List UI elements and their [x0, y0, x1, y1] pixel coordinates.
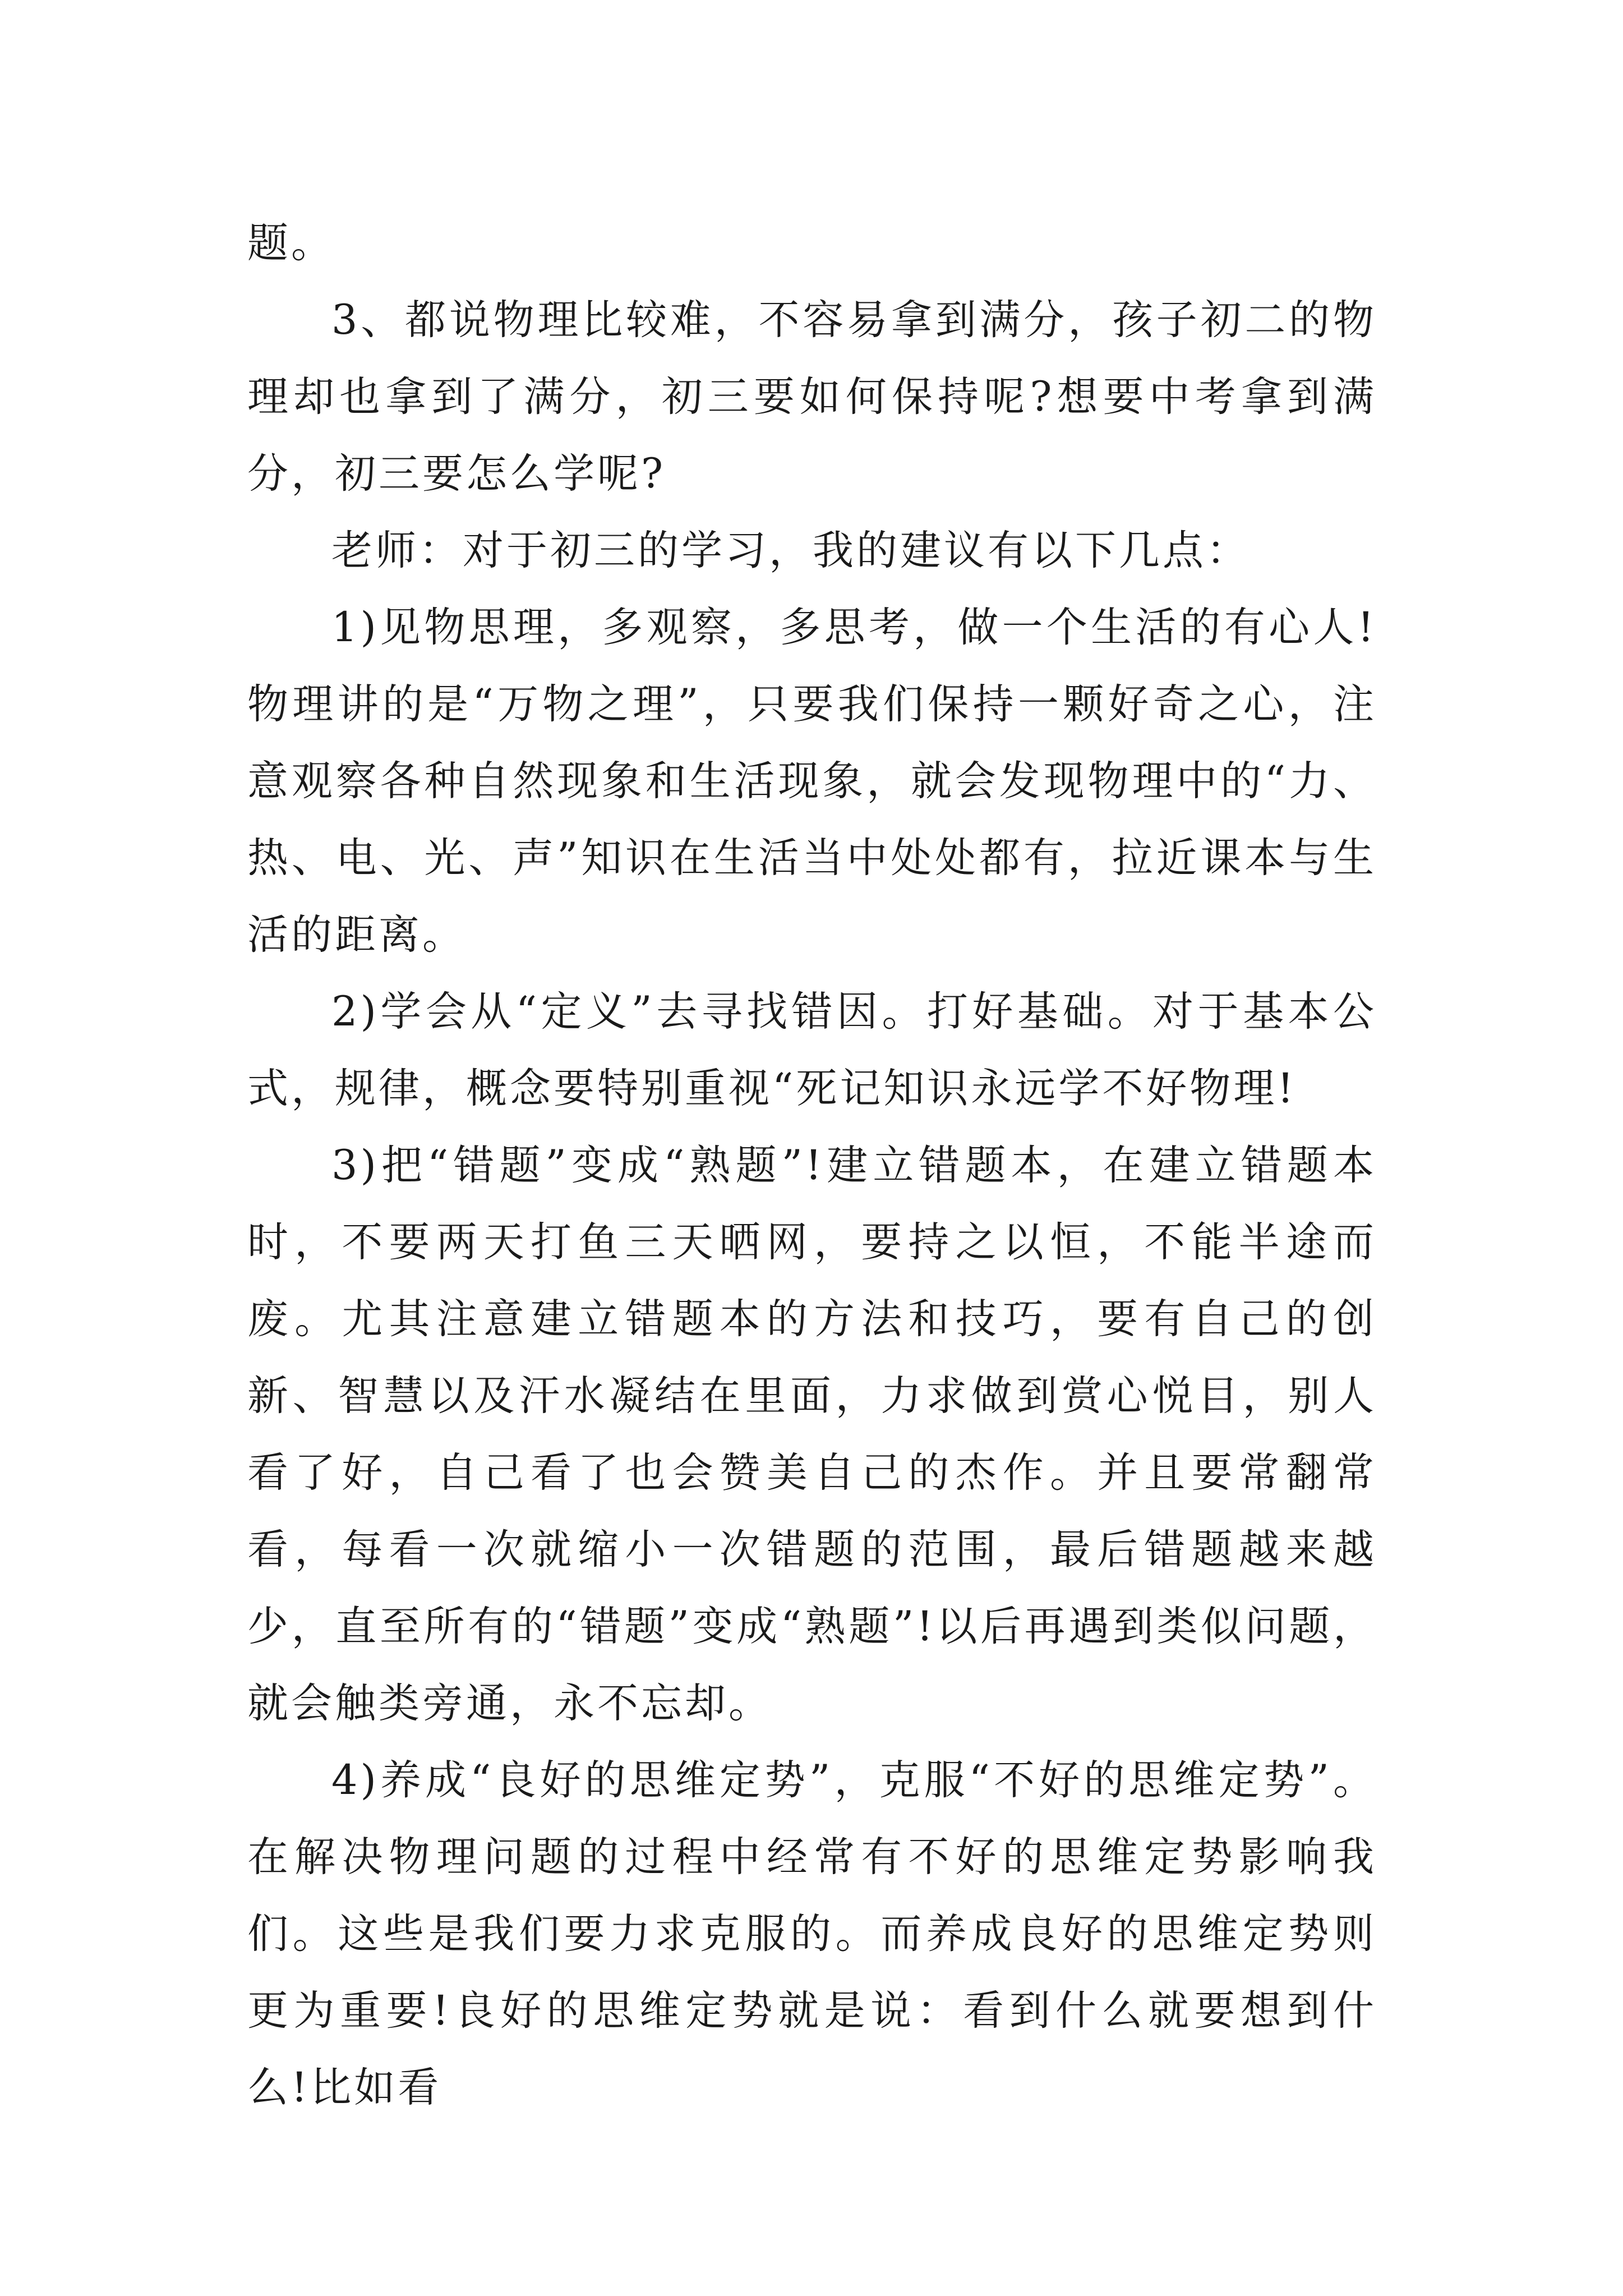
document-body: [247, 205, 1377, 2126]
paragraph-continuation: 题。: [247, 219, 335, 267]
paragraph-point-4: 4)养成“良好的思维定势”，克服“不好的思维定势”。在解决物理问题的过程中经常有不好的思维定势影响我们。这些是我们要力求克服的。而养成良好的思维定势则更为重要!良好的思维定势就是说：看到什么就要想到什么!比如看: [247, 1756, 1377, 2111]
paragraph-teacher-intro: 老师：对于初三的学习，我的建议有以下几点：: [331, 527, 1250, 574]
paragraph-point-3: 3)把“错题”变成“熟题”!建立错题本，在建立错题本时，不要两天打鱼三天晒网，要持之以恒，不能半途而废。尤其注意建立错题本的方法和技巧，要有自己的创新、智慧以及汗水凝结在里面，力求做到赏心悦目，别人看了好，自己看了也会赞美自己的杰作。并且要常翻常看，每看一次就缩小一次错题的范围，最后错题越来越少，直至所有的“错题”变成“熟题”!以后再遇到类似问题，就会触类旁通，永不忘却。: [247, 1142, 1377, 1727]
paragraph-point-1: 1)见物思理，多观察，多思考，做一个生活的有心人!物理讲的是“万物之理”，只要我们保持一颗好奇之心，注意观察各种自然现象和生活现象，就会发现物理中的“力、热、电、光、声”知识在生活当中处处都有，拉近课本与生活的距离。: [247, 604, 1377, 959]
paragraph-question-3: 3、都说物理比较难，不容易拿到满分，孩子初二的物理却也拿到了满分，初三要如何保持呢?想要中考拿到满分，初三要怎么学呢?: [247, 296, 1377, 498]
paragraph-point-2: 2)学会从“定义”去寻找错因。打好基础。对于基本公式，规律，概念要特别重视“死记知识永远学不好物理!: [247, 988, 1377, 1112]
